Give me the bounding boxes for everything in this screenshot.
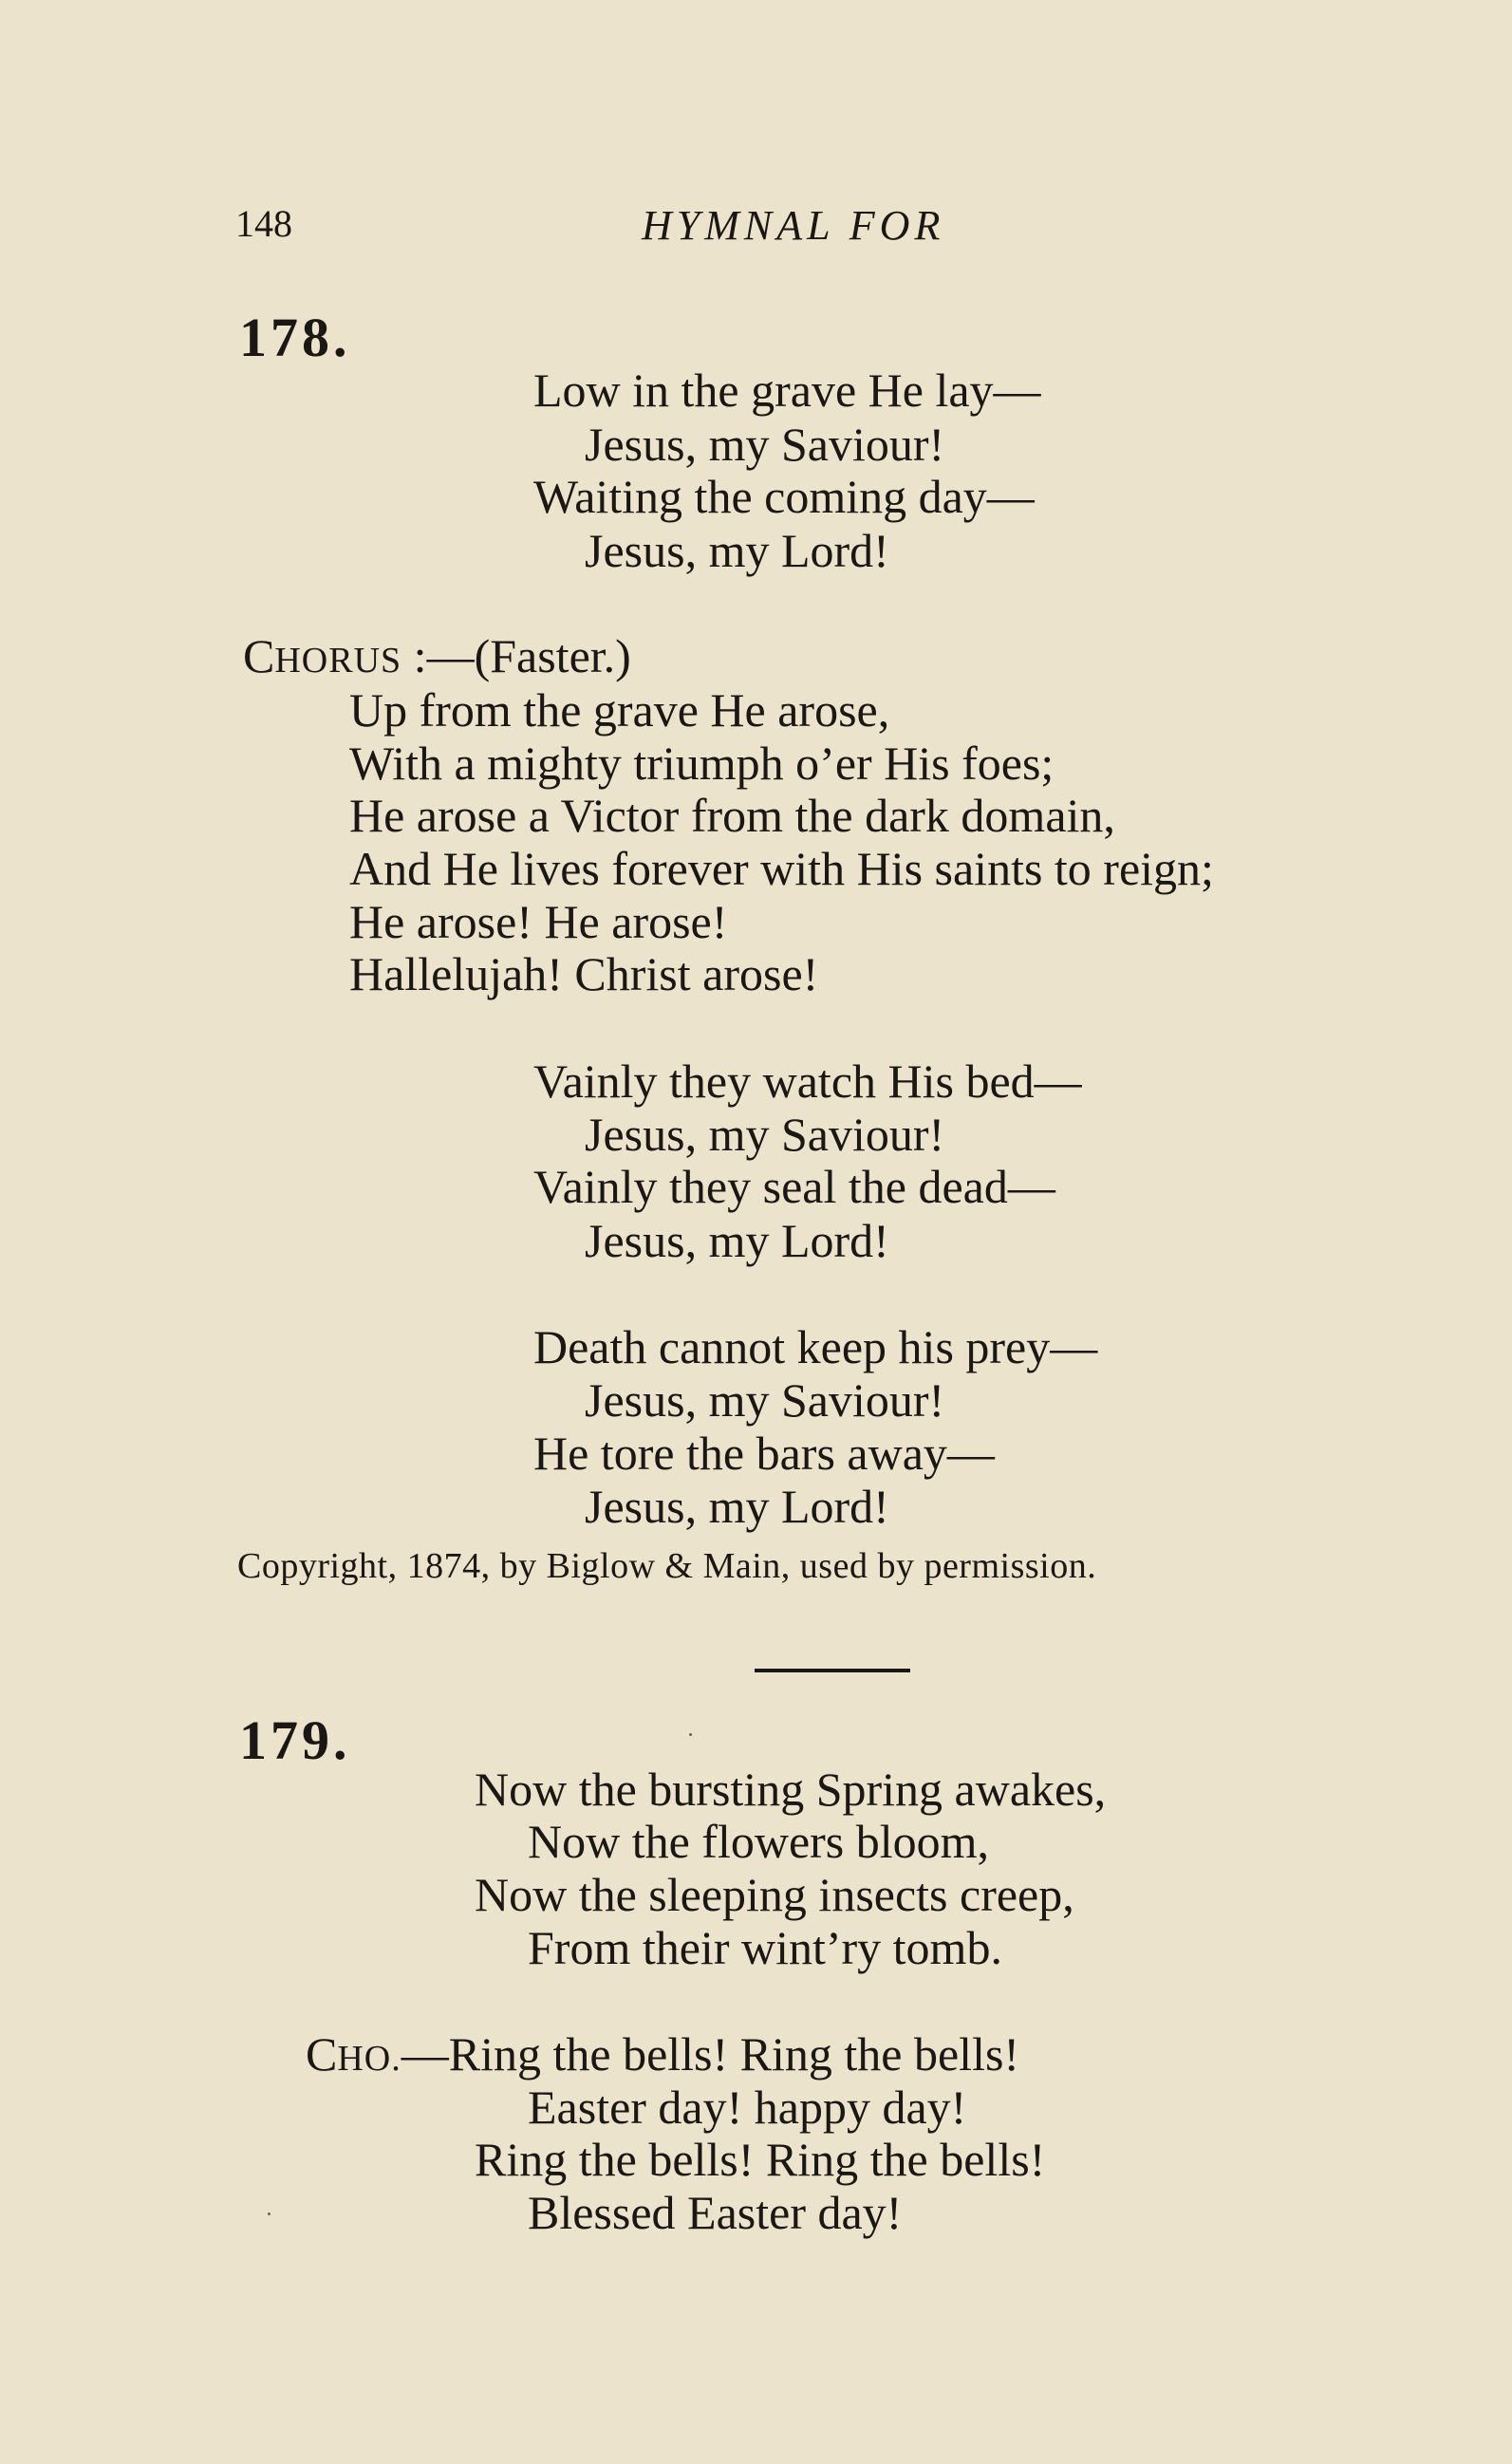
verse-line: Death cannot keep his prey— bbox=[533, 1320, 1098, 1373]
running-head: HYMNAL FOR bbox=[642, 202, 945, 249]
chorus-line: Blessed Easter day! bbox=[528, 2186, 903, 2239]
chorus-line: With a mighty triumph o’er His foes; bbox=[349, 737, 1055, 790]
hymn-number-178: 178. bbox=[239, 307, 351, 368]
chorus-label bbox=[243, 629, 631, 687]
chorus-line: Hallelujah! Christ arose! bbox=[349, 947, 819, 1000]
chorus-line: —Ring the bells! Ring the bells! bbox=[401, 2027, 1020, 2081]
verse-line: Jesus, my Lord! bbox=[585, 1480, 889, 1533]
chorus-line: Up from the grave He arose, bbox=[349, 683, 890, 737]
verse-line: Jesus, my Saviour! bbox=[585, 418, 945, 471]
verse-line: Vainly they watch His bed— bbox=[533, 1055, 1082, 1108]
verse-line: Vainly they seal the dead— bbox=[533, 1160, 1055, 1213]
verse-line: Now the sleeping insects creep, bbox=[475, 1868, 1074, 1921]
chorus-label-small: HORUS bbox=[274, 641, 402, 681]
hymn-number-179: 179. bbox=[239, 1709, 351, 1771]
chorus-label bbox=[306, 2027, 1019, 2085]
verse-line: Jesus, my Saviour! bbox=[585, 1108, 945, 1161]
page-number: 148 bbox=[235, 202, 292, 245]
verse-line: Jesus, my Lord! bbox=[585, 1214, 889, 1267]
verse-line: He tore the bars away— bbox=[533, 1427, 995, 1480]
print-speck bbox=[268, 2212, 271, 2215]
chorus-line: Ring the bells! Ring the bells! bbox=[475, 2133, 1046, 2186]
chorus-label-rest: :—(Faster.) bbox=[401, 629, 631, 682]
chorus-line: Easter day! happy day! bbox=[528, 2081, 967, 2134]
copyright-notice: Copyright, 1874, by Biglow & Main, used by permission. bbox=[237, 1546, 1097, 1586]
chorus-line: He arose a Victor from the dark domain, bbox=[349, 789, 1115, 842]
chorus-line: He arose! He arose! bbox=[349, 895, 728, 948]
verse-line: Jesus, my Saviour! bbox=[585, 1373, 945, 1427]
verse-line: From their wint’ry tomb. bbox=[528, 1921, 1002, 1974]
chorus-label-small: HO. bbox=[337, 2039, 401, 2079]
print-speck bbox=[689, 1733, 692, 1736]
verse-line: Now the flowers bloom, bbox=[528, 1815, 990, 1868]
section-divider bbox=[755, 1669, 910, 1672]
verse-line: Waiting the coming day— bbox=[533, 470, 1035, 523]
verse-line: Low in the grave He lay— bbox=[533, 364, 1041, 417]
chorus-label-cap: C bbox=[243, 629, 275, 682]
chorus-line: And He lives forever with His saints to reign; bbox=[349, 842, 1214, 895]
verse-line: Now the bursting Spring awakes, bbox=[475, 1763, 1107, 1816]
chorus-label-cap: C bbox=[306, 2027, 338, 2081]
verse-line: Jesus, my Lord! bbox=[585, 524, 889, 577]
